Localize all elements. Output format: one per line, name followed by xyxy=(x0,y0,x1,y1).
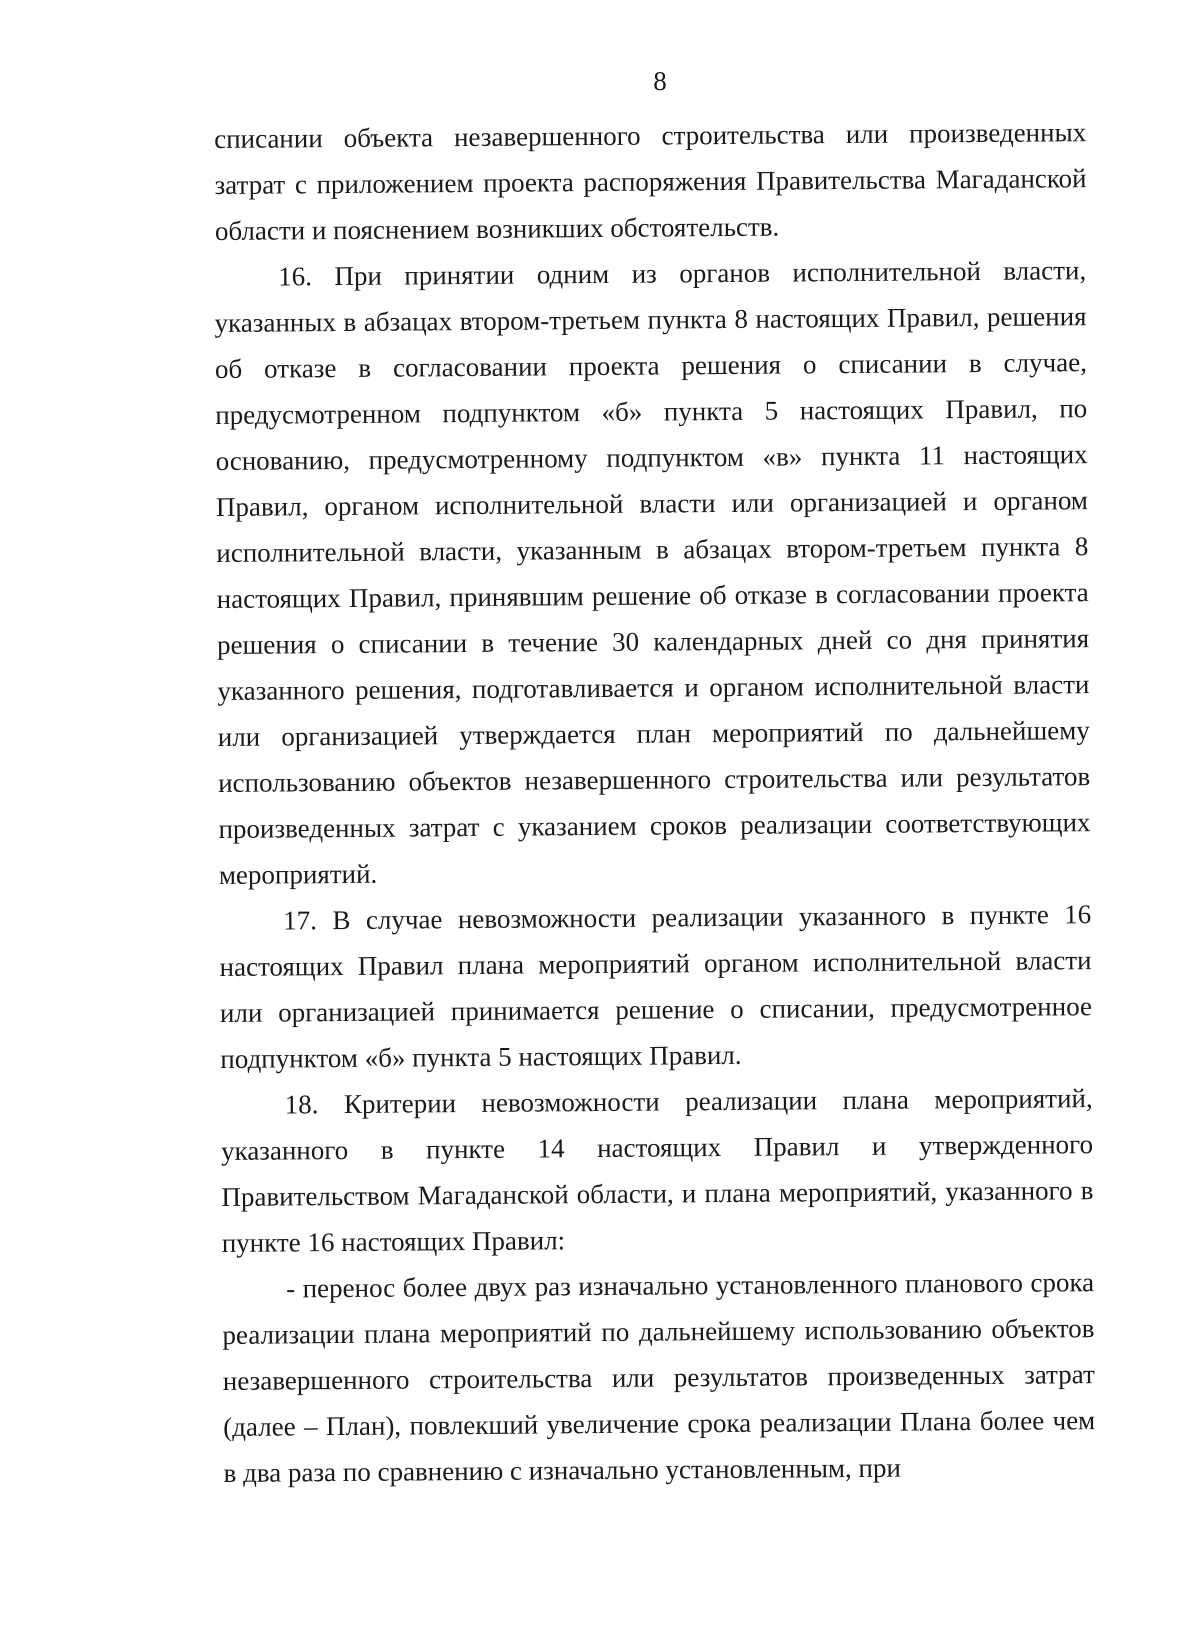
continuation-paragraph: списании объекта незавершенного строительства или произведенных затрат с приложением проекта распоряжения Правительства Магаданской области и пояснением возникших обстоятельств. xyxy=(214,117,1087,246)
paragraph-16: 16. При принятии одним из органов исполнительной власти, указанных в абзацах втором-третьем пункта 8 настоящих Правил, решения об отказе в согласовании проекта решения о списании в случае, предусмотренном подпунктом «б» пункта 5 настоящих Правил, по основанию, предусмотренному подпунктом «в» пункта 11 настоящих Правил, органом исполнительной власти или организацией и органом исполнительной власти, указанным в абзацах втором-третьем пункта 8 настоящих Правил, принявшим решение об отказе в согласовании проекта решения о списании в течение 30 календарных дней со дня принятия указанного решения, подготавливается и органом исполнительной власти или организацией утверждается план мероприятий по дальнейшему использованию объектов незавершенного строительства или результатов произведенных затрат с указанием сроков реализации соответствующих мероприятий. xyxy=(214,255,1091,890)
paragraph-17: 17. В случае невозможности реализации указанного в пункте 16 настоящих Правил плана мероприятий органом исполнительной власти или организацией принимается решение о списании, предусмотренное подпунктом «б» пункта 5 настоящих Правил. xyxy=(219,899,1093,1074)
main-text-block xyxy=(214,247,1096,1496)
paragraph-18: 18. Критерии невозможности реализации плана мероприятий, указанного в пункте 14 настоящих Правил и утвержденного Правительством Магаданской области, и плана мероприятий, указанного в пункте 16 настоящих Правил: xyxy=(220,1083,1094,1258)
paragraph-18-item-1: - перенос более двух раз изначально установленного планового срока реализации плана мероприятий по дальнейшему использованию объектов незавершенного строительства или результатов произведенных затрат (далее – План), повлекший увеличение срока реализации Плана более чем в два раза по сравнению с изначально установленным, при xyxy=(222,1267,1096,1488)
page-number: 8 xyxy=(653,66,667,96)
continuation-block xyxy=(214,109,1087,254)
